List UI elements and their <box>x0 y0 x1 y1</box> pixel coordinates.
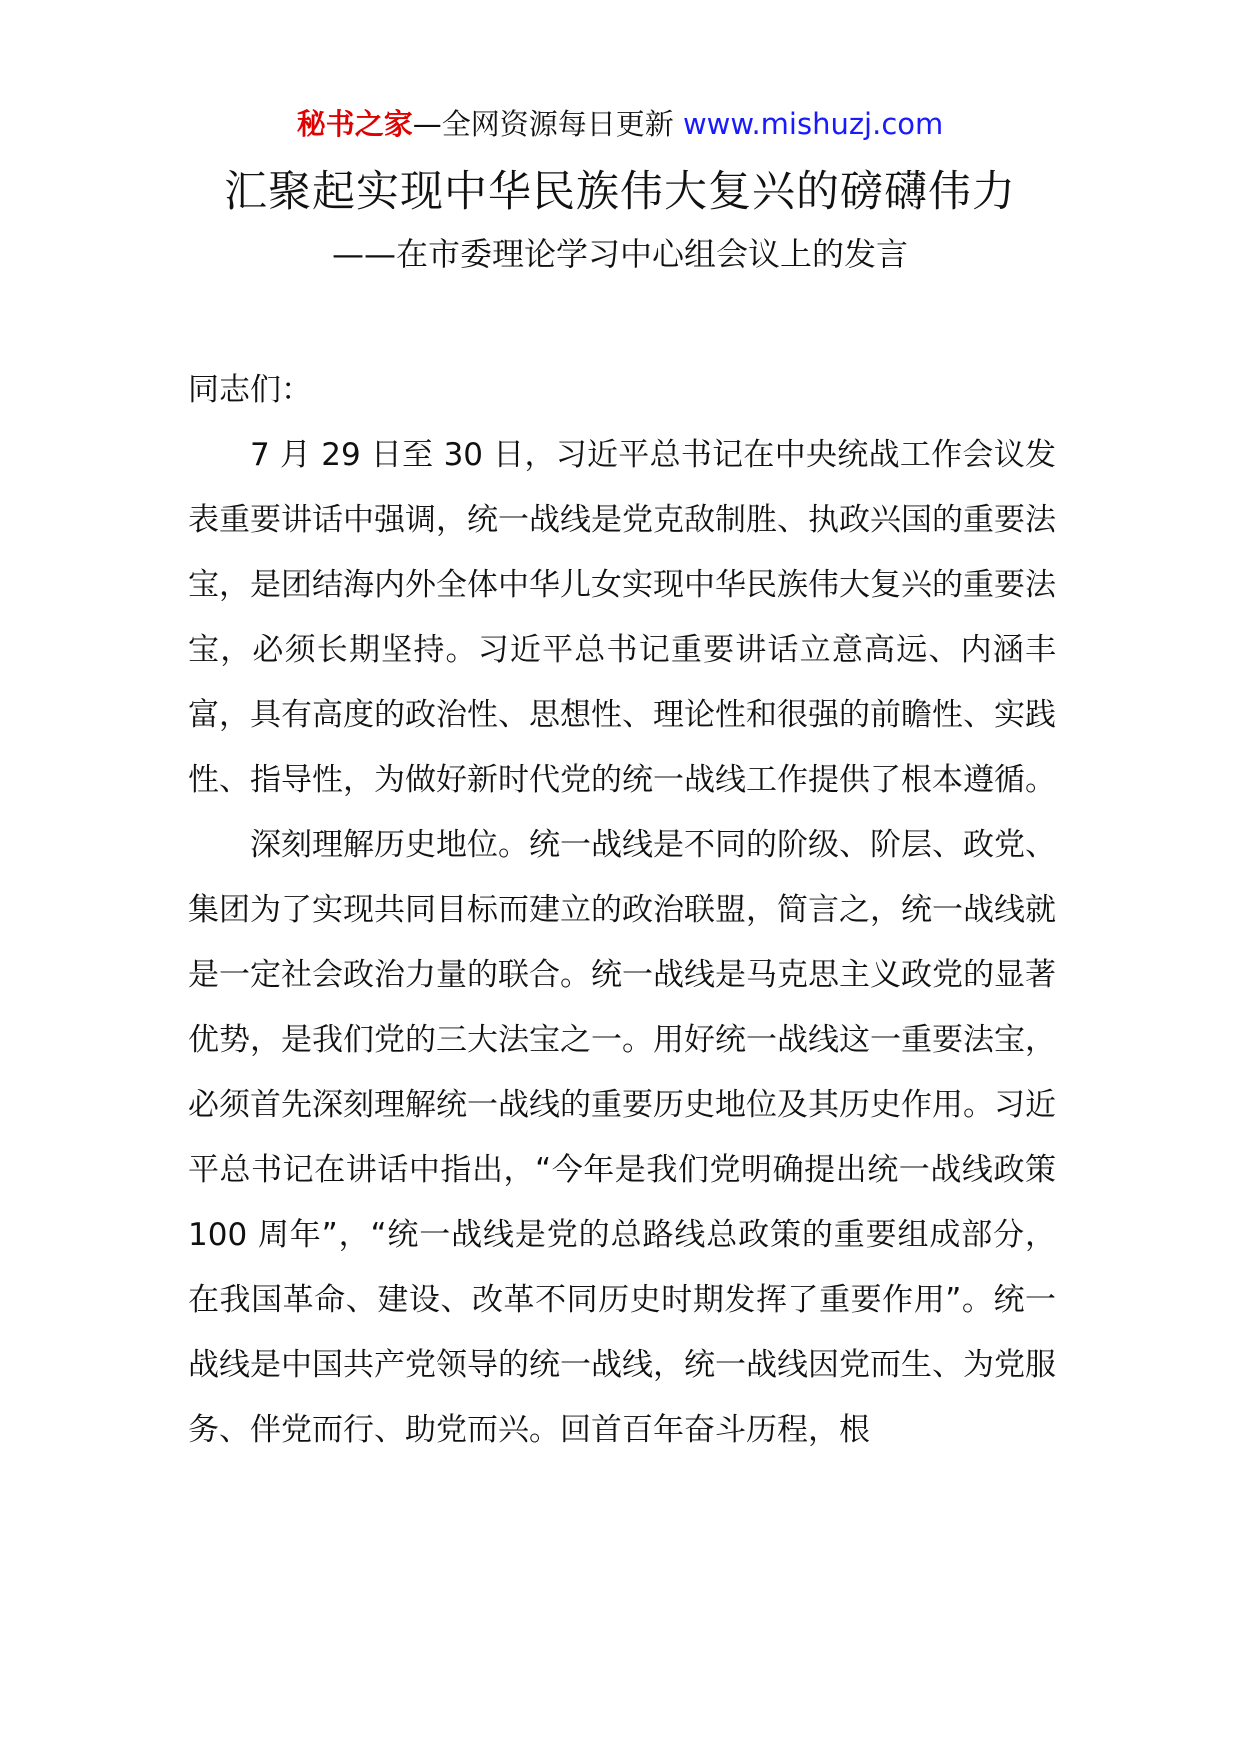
site-url-link[interactable]: www.mishuzj.com <box>682 107 944 141</box>
site-slogan: —全网资源每日更新 <box>412 107 674 141</box>
site-header <box>0 104 1240 144</box>
site-brand: 秘书之家 <box>296 107 413 141</box>
paragraph-1: 7 月 29 日至 30 日，习近平总书记在中央统战工作会议发表重要讲话中强调，统一战线是党克敌制胜、执政兴国的重要法宝，是团结海内外全体中华儿女实现中华民族伟大复兴的重要法宝，必须长期坚持。习近平总书记重要讲话立意高远、内涵丰富，具有高度的政治性、思想性、理论性和很强的前瞻性、实践性、指导性，为做好新时代党的统一战线工作提供了根本遵循。 <box>188 437 1056 798</box>
document-title: 汇聚起实现中华民族伟大复兴的磅礴伟力 <box>224 167 1016 217</box>
salutation: 同志们： <box>188 372 312 408</box>
document-body <box>188 358 1056 1463</box>
document-subtitle: ——在市委理论学习中心组会议上的发言 <box>331 235 908 273</box>
paragraph-2: 深刻理解历史地位。统一战线是不同的阶级、阶层、政党、集团为了实现共同目标而建立的政治联盟，简言之，统一战线就是一定社会政治力量的联合。统一战线是马克思主义政党的显著优势，是我们党的三大法宝之一。用好统一战线这一重要法宝，必须首先深刻理解统一战线的重要历史地位及其历史作用。习近平总书记在讲话中指出，“今年是我们党明确提出统一战线政策 100 周年”，“统一战线是党的总路线总政策的重要组成部分，在我国革命、建设、改革不同历史时期发挥了重要作用”。统一战线是中国共产党领导的统一战线，统一战线因党而生、为党服务、伴党而行、助党而兴。回首百年奋斗历程，根 <box>188 827 1056 1448</box>
